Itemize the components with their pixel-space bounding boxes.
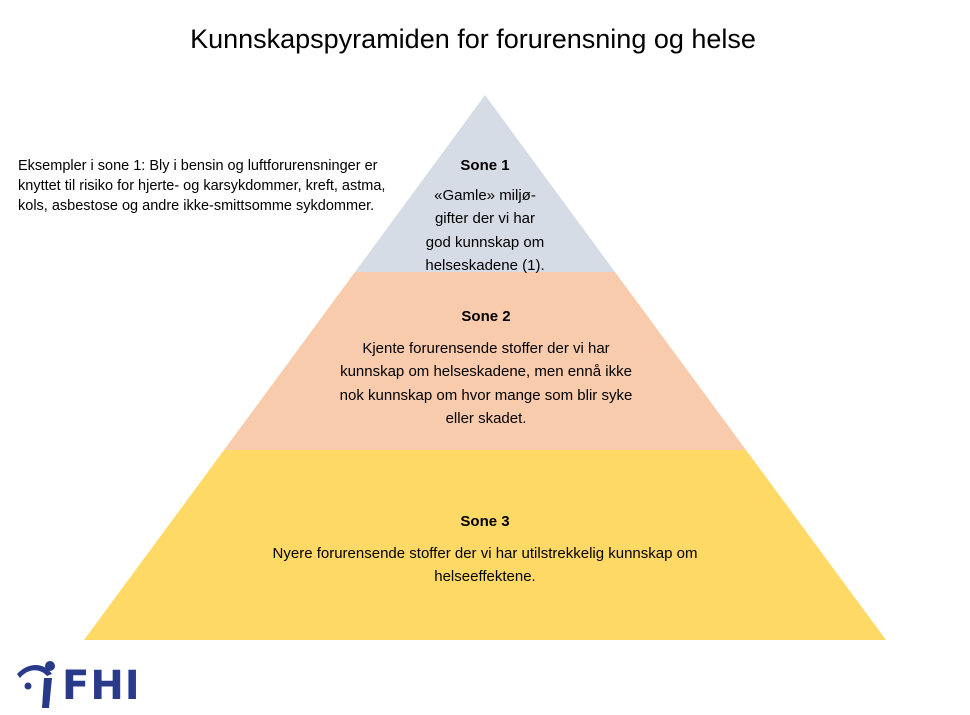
zone1-line: helseskadene (1). [425,257,545,274]
zone2-line: kunnskap om helseskadene, men ennå ikke [340,363,632,380]
zone2-title: Sone 2 [461,308,511,325]
zone2-line: nok kunnskap om hvor mange som blir syke [339,386,633,404]
zone2-line: eller skadet. [445,410,527,427]
zone1-title: Sone 1 [460,157,510,174]
zone2-text [306,305,666,431]
zone1-examples-note: Eksempler i sone 1: Bly i bensin og luftforurensninger er knyttet til risiko for hjerte- og karsykdommer, kreft, astma, kols, asbestose og andre ikke-smittsomme sykdommer. [18,158,386,214]
zone1-line: god kunnskap om [425,233,545,251]
zone2-line: Kjente forurensende stoffer der vi har [362,339,610,357]
zone3-line: Nyere forurensende stoffer der vi har utilstrekkelig kunnskap om [272,544,698,562]
zone3-line: helseeffektene. [434,568,536,585]
zone3-text [200,510,770,589]
zone3-title: Sone 3 [460,513,510,530]
slide-title: Kunnskapspyramiden for forurensning og helse [190,24,756,54]
fhi-figure-icon [14,656,62,710]
fhi-logo-text: FHI [62,663,141,709]
zone1-line: gifter der vi har [434,210,536,227]
zone1-line: «Gamle» miljø- [434,186,536,204]
zone1-text [410,154,560,278]
fhi-logo [14,656,144,710]
